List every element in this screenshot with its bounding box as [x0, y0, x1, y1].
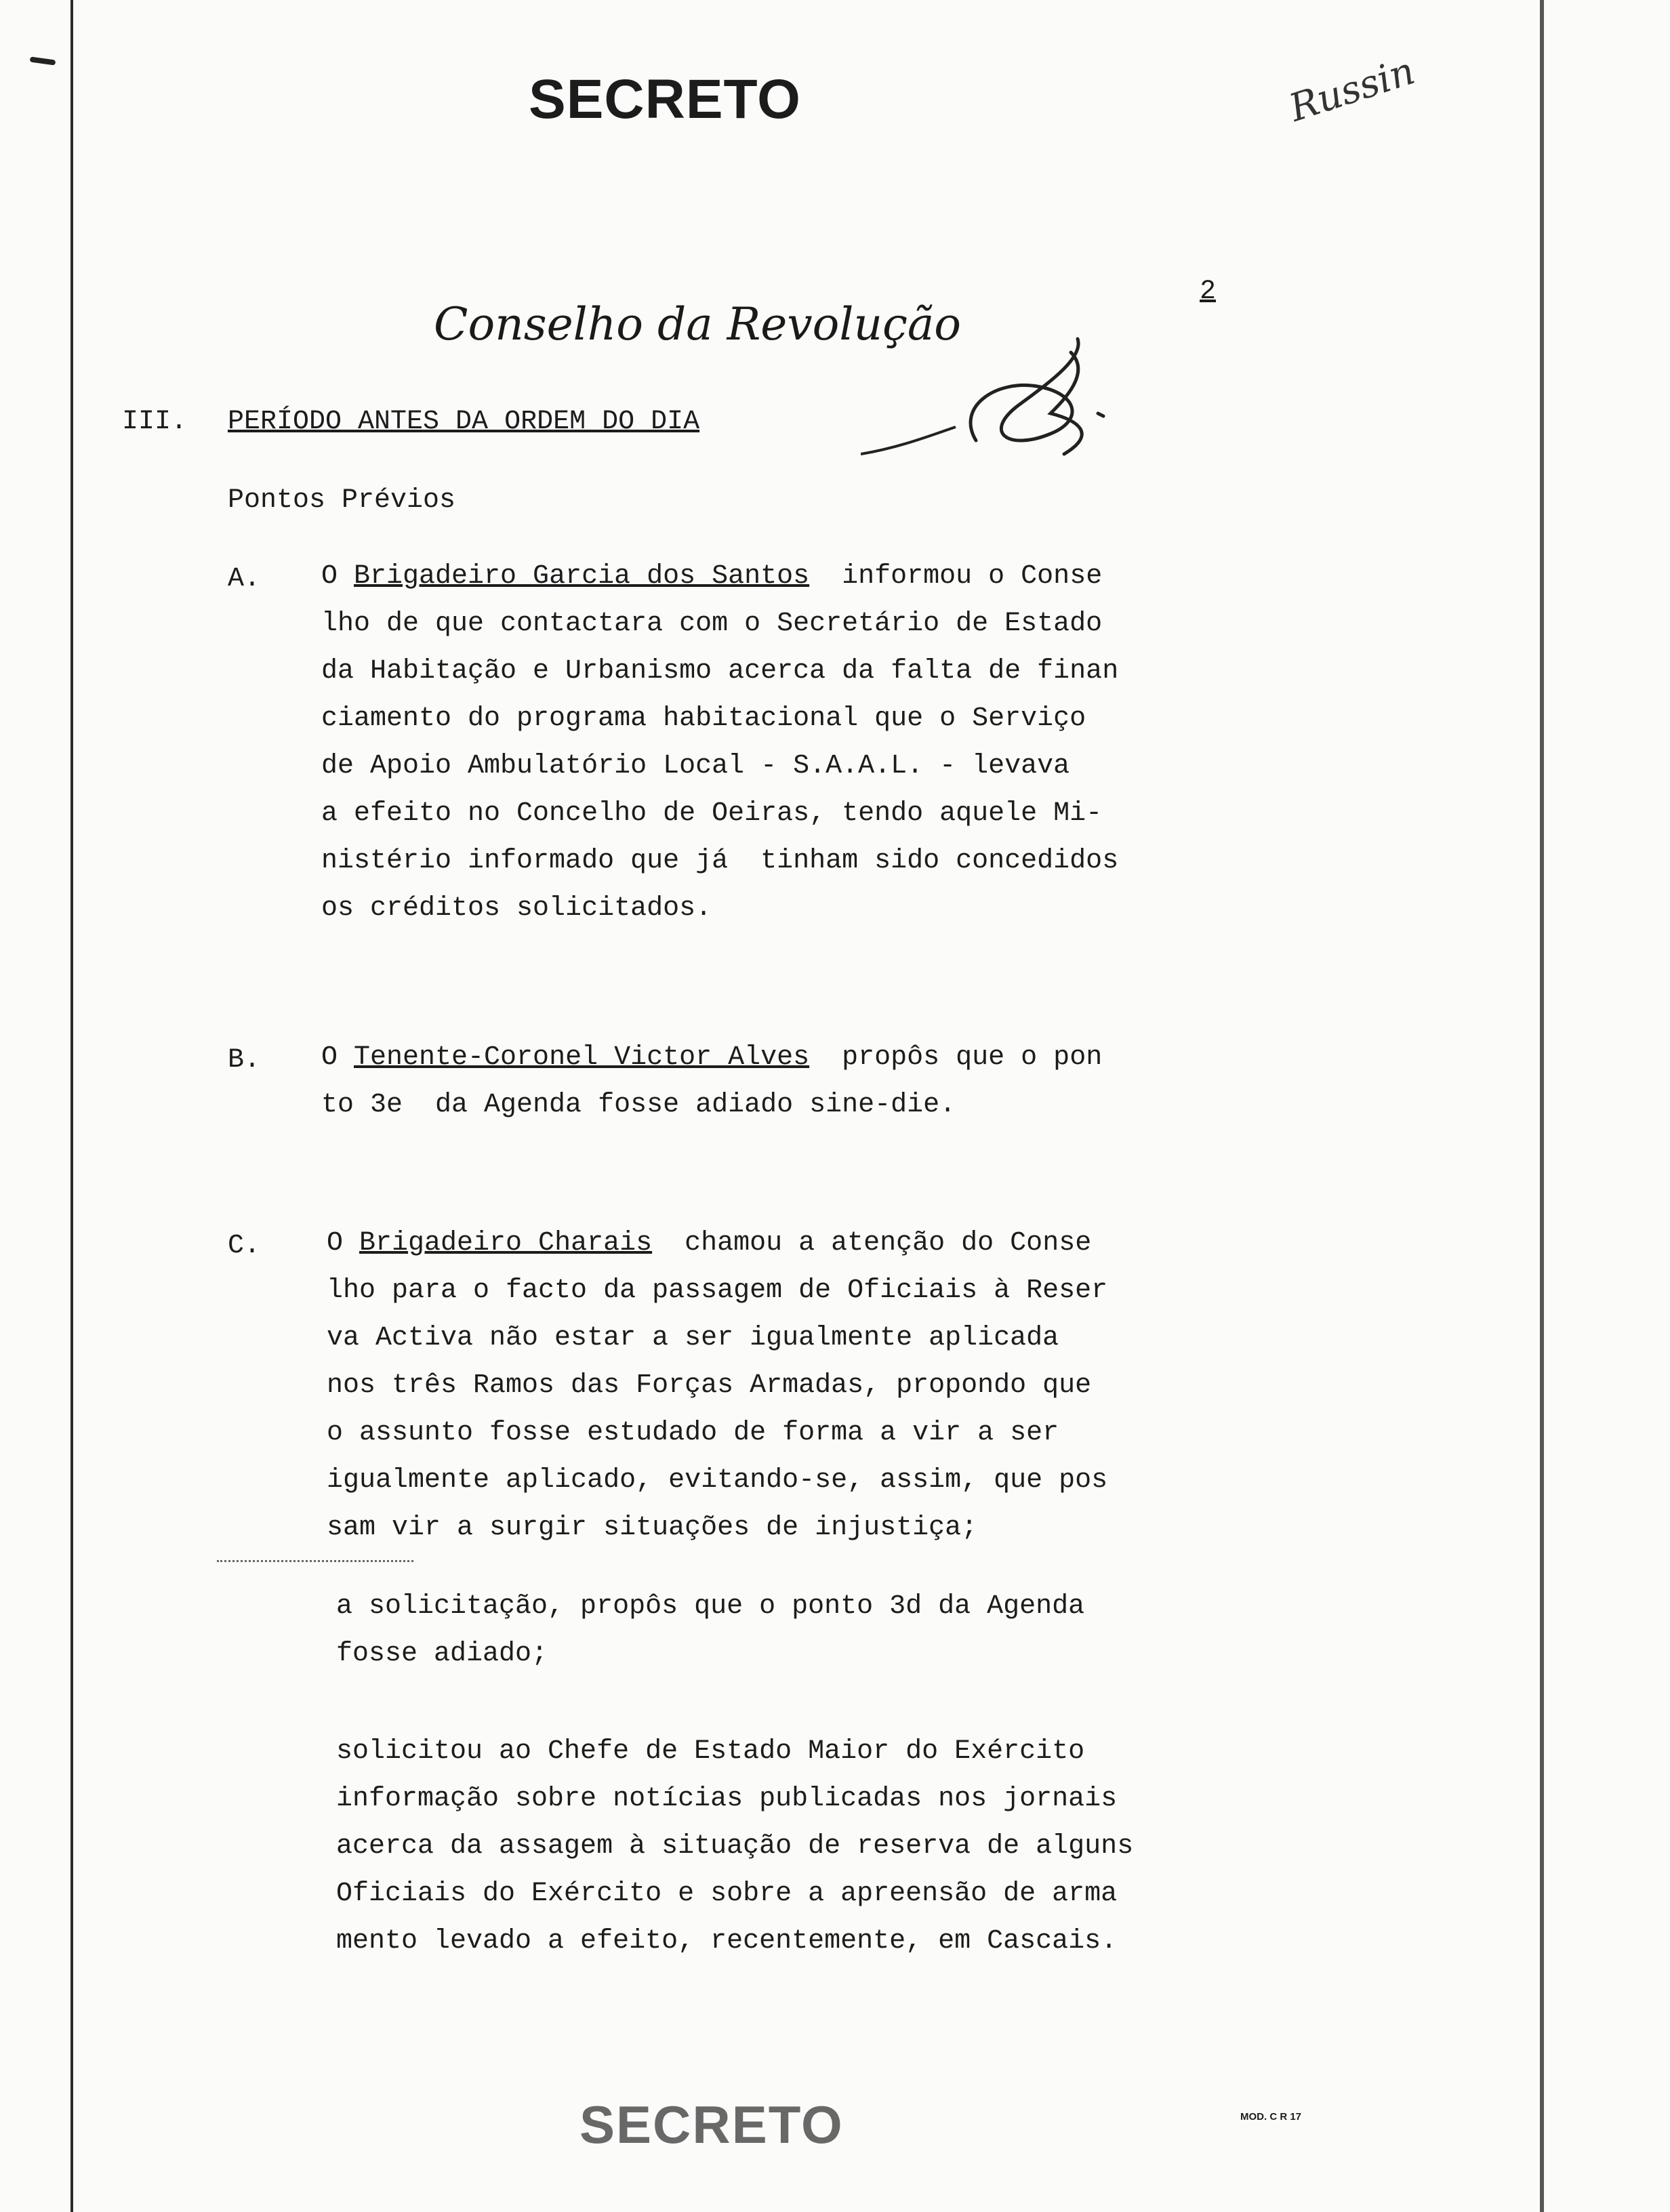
right-margin-rule	[1540, 0, 1544, 2212]
handwritten-note: Russin	[1284, 49, 1421, 131]
item-c-person: Brigadeiro Charais	[359, 1228, 653, 1258]
edge-mark	[30, 56, 56, 65]
item-b-line1-rest: propôs que o pon	[809, 1042, 1103, 1073]
item-a-letter: A.	[228, 564, 261, 594]
item-a-body: lho de que contactara com o Secretário de Estado da Habitação e Urbanismo acerca da falta de finan ciamento do programa habitacional que o Serviço de Apoio Ambulatório Local - S.A.A.L. - levava a efeito no Concelho de Oeiras, tendo aquele Mi- nistério informado que já tinham sido concedidos os créditos solicitados.	[321, 609, 1119, 924]
left-margin-rule	[70, 0, 73, 2212]
item-b-prefix: O	[321, 1042, 354, 1073]
item-c-prefix: O	[327, 1228, 360, 1258]
item-b-person: Tenente-Coronel Victor Alves	[354, 1042, 810, 1073]
form-code: MOD. C R 17	[1240, 2111, 1302, 2123]
item-b-letter: B.	[228, 1045, 261, 1076]
sub-heading: Pontos Prévios	[228, 485, 456, 516]
item-b-body: to 3e da Agenda fosse adiado sine-die.	[321, 1090, 956, 1120]
item-a-person: Brigadeiro Garcia dos Santos	[354, 561, 810, 592]
section-number: III.	[122, 407, 188, 437]
item-a-first-line	[321, 553, 1102, 600]
classification-stamp-top: SECRETO	[529, 68, 801, 130]
signature-scribble-icon	[861, 332, 1139, 481]
torn-edge-line	[217, 1560, 413, 1565]
section-title: PERÍODO ANTES DA ORDEM DO DIA	[228, 407, 700, 437]
classification-stamp-bottom: SECRETO	[579, 2095, 844, 2154]
item-b-first-line	[321, 1034, 1102, 1082]
item-c-line1-rest: chamou a atenção do Conse	[652, 1228, 1092, 1258]
item-c-body: lho para o facto da passagem de Oficiais à Reser va Activa não estar a ser igualmente aplicada nos três Ramos das Forças Armadas, propondo que o assunto fosse estudado de forma a vir a ser igualmente aplicado, evitando-se, assim, que pos sam vir a surgir situações de injustiça;	[327, 1275, 1108, 1543]
item-a-prefix: O	[321, 561, 354, 592]
item-c-first-line	[327, 1220, 1091, 1267]
item-c-letter: C.	[228, 1231, 261, 1261]
item-c-paragraph-3: solicitou ao Chefe de Estado Maior do Exército informação sobre notícias publicadas nos jornais acerca da assagem à situação de reserva de alguns Oficiais do Exército e sobre a apreensão de arma mento levado a efeito, recentemente, em Cascais.	[336, 1736, 1134, 1957]
item-c-paragraph-2: a solicitação, propôs que o ponto 3d da Agenda fosse adiado;	[336, 1591, 1085, 1669]
letterhead: Conselho da Revolução	[434, 298, 962, 350]
item-a-line1-rest: informou o Conse	[809, 561, 1103, 592]
page-number: 2	[1200, 276, 1217, 307]
